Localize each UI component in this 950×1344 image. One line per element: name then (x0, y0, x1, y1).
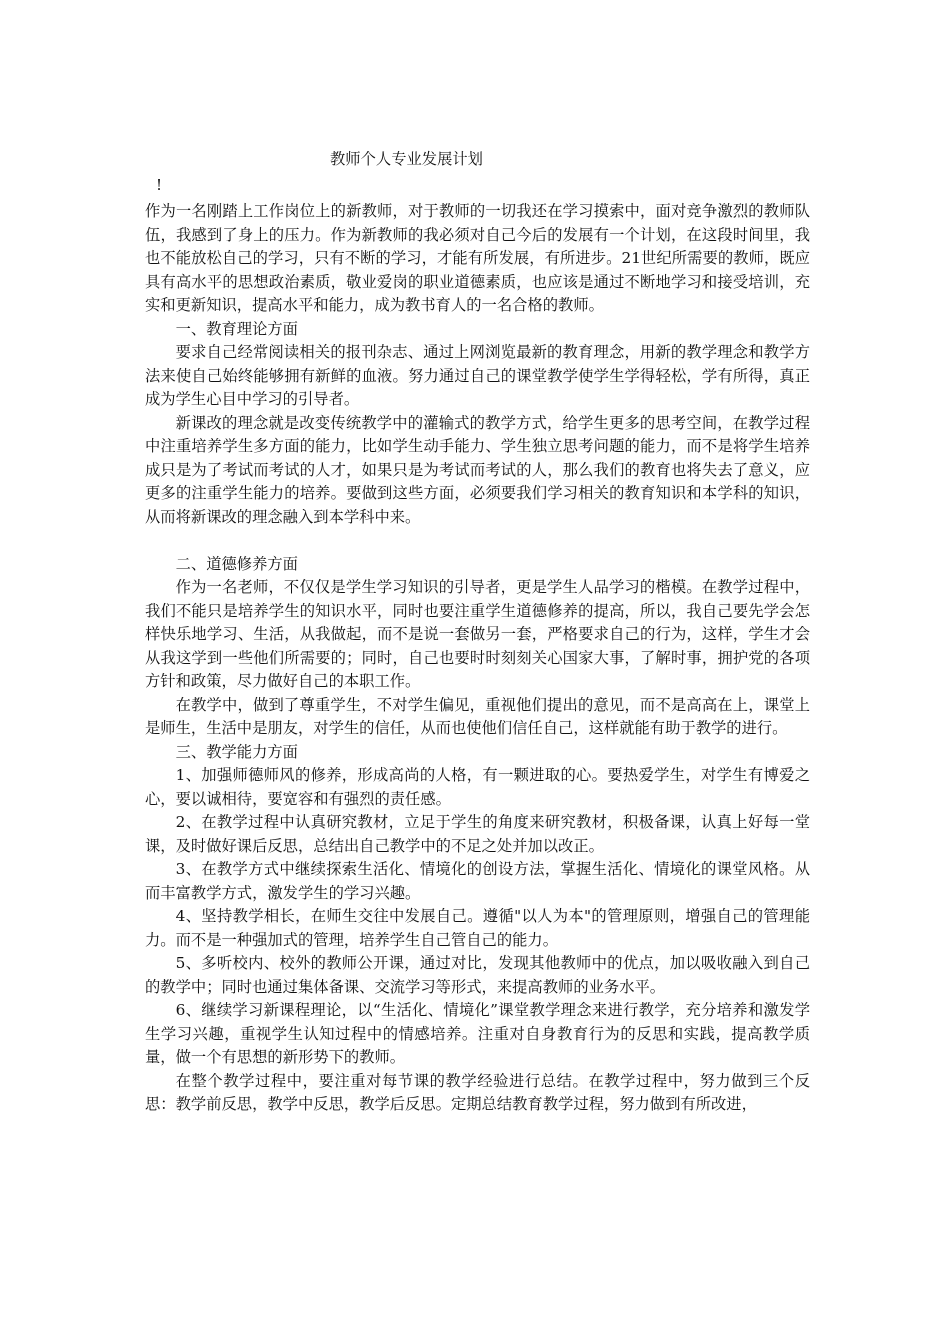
stray-mark: ! (156, 176, 163, 194)
list-item: 5、多听校内、校外的教师公开课，通过对比，发现其他教师中的优点，加以吸收融入到自己的教学中；同时也通过集体备课、交流学习等形式，来提高教师的业务水平。 (145, 954, 810, 996)
paragraph: 新课改的理念就是改变传统教学中的灌输式的教学方式，给学生更多的思考空间，在教学过程中注重培养学生多方面的能力，比如学生动手能力、学生独立思考问题的能力，而不是将学生培养成只是为了考试而考试的人才，如果只是为考试而考试的人，那么我们的教育也将失去了意义，应更多的注重学生能力的培养。要做到这些方面，必须要我们学习相关的教育知识和本学科的知识，从而将新课改的理念融入到本学科中来。 (145, 413, 810, 526)
paragraph: 要求自己经常阅读相关的报刊杂志、通过上网浏览最新的教育理念，用新的教学理念和教学方法来使自己始终能够拥有新鲜的血液。努力通过自己的课堂教学使学生学得轻松，学有所得，真正成为学生心目中学习的引导者。 (145, 343, 810, 408)
section-heading-teaching: 三、教学能力方面 (175, 742, 298, 761)
intro-paragraph: 作为一名刚踏上工作岗位上的新教师，对于教师的一切我还在学习摸索中，面对竞争激烈的教师队伍，我感到了身上的压力。作为新教师的我必须对自己今后的发展有一个计划，在这段时间里，我也不能放松自己的学习，只有不断的学习，才能有所发展，有所进步。21世纪所需要的教师，既应具有高水平的思想政治素质，敬业爱岗的职业道德素质，也应该是通过不断地学习和接受培训，充实和更新知识，提高水平和能力，成为教书育人的一名合格的教师。 (145, 202, 810, 314)
list-item: 3、在教学方式中继续探索生活化、情境化的创设方法，掌握生活化、情境化的课堂风格。从而丰富教学方式，激发学生的学习兴趣。 (145, 860, 810, 902)
blank-line (145, 529, 810, 553)
paragraph: 在教学中，做到了尊重学生，不对学生偏见，重视他们提出的意见，而不是高高在上，课堂上是师生，生活中是朋友，对学生的信任，从而也使他们信任自己，这样就能有助于教学的进行。 (145, 695, 810, 737)
closing-paragraph: 在整个教学过程中，要注重对每节课的教学经验进行总结。在教学过程中，努力做到三个反思：教学前反思，教学中反思，教学后反思。定期总结教育教学过程，努力做到有所改进， (145, 1071, 810, 1113)
section-heading-morality: 二、道德修养方面 (175, 554, 298, 573)
list-item: 1、加强师德师风的修养，形成高尚的人格，有一颗进取的心。要热爱学生，对学生有博爱之心，要以诚相待，要宽容和有强烈的责任感。 (145, 766, 810, 808)
list-item: 4、坚持教学相长，在师生交往中发展自己。遵循"以人为本"的管理原则，增强自己的管理能力。而不是一种强加式的管理，培养学生自己管自己的能力。 (145, 907, 810, 949)
document-body (145, 200, 810, 1117)
document-title: 教师个人专业发展计划 (330, 150, 483, 168)
list-item: 6、继续学习新课程理论，以“生活化、情境化”课堂教学理念来进行教学，充分培养和激发学生学习兴趣，重视学生认知过程中的情感培养。注重对自身教育行为的反思和实践，提高教学质量，做一个有思想的新形势下的教师。 (145, 1001, 810, 1066)
section-heading-theory: 一、教育理论方面 (175, 319, 298, 338)
list-item: 2、在教学过程中认真研究教材，立足于学生的角度来研究教材，积极备课，认真上好每一堂课，及时做好课后反思，总结出自己教学中的不足之处并加以改正。 (145, 813, 810, 855)
paragraph: 作为一名老师，不仅仅是学生学习知识的引导者，更是学生人品学习的楷模。在教学过程中，我们不能只是培养学生的知识水平，同时也要注重学生道德修养的提高，所以，我自己要先学会怎样快乐地学习、生活，从我做起，而不是说一套做另一套，严格要求自己的行为，这样，学生才会从我这学到一些他们所需要的；同时，自己也要时时刻刻关心国家大事，了解时事，拥护党的各项方针和政策，尽力做好自己的本职工作。 (145, 578, 810, 690)
